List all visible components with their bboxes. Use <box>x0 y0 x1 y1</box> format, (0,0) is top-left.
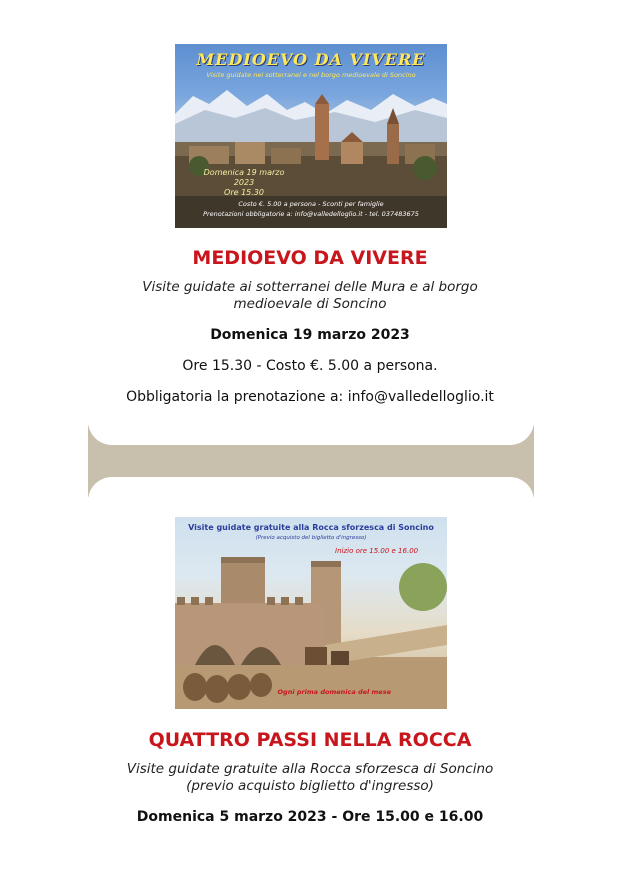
event2-date-time: Domenica 5 marzo 2023 - Ore 15.00 e 16.00 <box>136 809 484 825</box>
event1-time-cost: Ore 15.30 - Costo €. 5.00 a persona. <box>182 358 438 374</box>
poster-cost: Costo €. 5.00 a persona - Sconti per famiglie <box>238 200 384 208</box>
event1-booking: Obbligatoria la prenotazione a: info@valledelloglio.it <box>126 389 494 405</box>
poster-castle-illustration <box>175 517 447 709</box>
event2-subtitle-line1: Visite guidate gratuite alla Rocca sforzesca di Soncino <box>126 761 494 777</box>
event1-date: Domenica 19 marzo 2023 <box>210 327 410 343</box>
medioevo-poster <box>175 44 447 228</box>
event1-subtitle-line1: Visite guidate ai sotterranei delle Mura e al borgo <box>142 279 478 295</box>
event1-subtitle-line2: medioevale di Soncino <box>233 296 387 312</box>
event2-subtitle-line2: (previo acquisto biglietto d'ingresso) <box>186 778 434 794</box>
poster-subheading: (Previo acquisto del biglietto d'ingresso) <box>255 535 367 541</box>
poster-footer: Ogni prima domenica del mese <box>277 688 391 696</box>
poster-heading: Visite guidate gratuite alla Rocca sforzesca di Soncino <box>188 523 434 532</box>
event2-title: QUATTRO PASSI NELLA ROCCA <box>148 729 472 751</box>
poster-title: MEDIOEVO DA VIVERE <box>196 50 426 69</box>
poster-date <box>199 168 289 198</box>
poster-booking: Prenotazioni obbligatorie a: info@valledelloglio.it - tel. 037483675 <box>203 210 419 218</box>
section-divider <box>88 425 534 497</box>
event1-title: MEDIOEVO DA VIVERE <box>192 247 428 269</box>
poster-time: Inizio ore 15.00 e 16.00 <box>335 547 419 555</box>
poster-subtitle: Visite guidate nei sotterranei e nel borgo medioevale di Soncino <box>206 71 416 79</box>
poster-date-line2: Ore 15.30 <box>224 188 264 197</box>
poster-date-line1: Domenica 19 marzo 2023 <box>203 168 285 187</box>
rocca-poster <box>175 517 447 709</box>
